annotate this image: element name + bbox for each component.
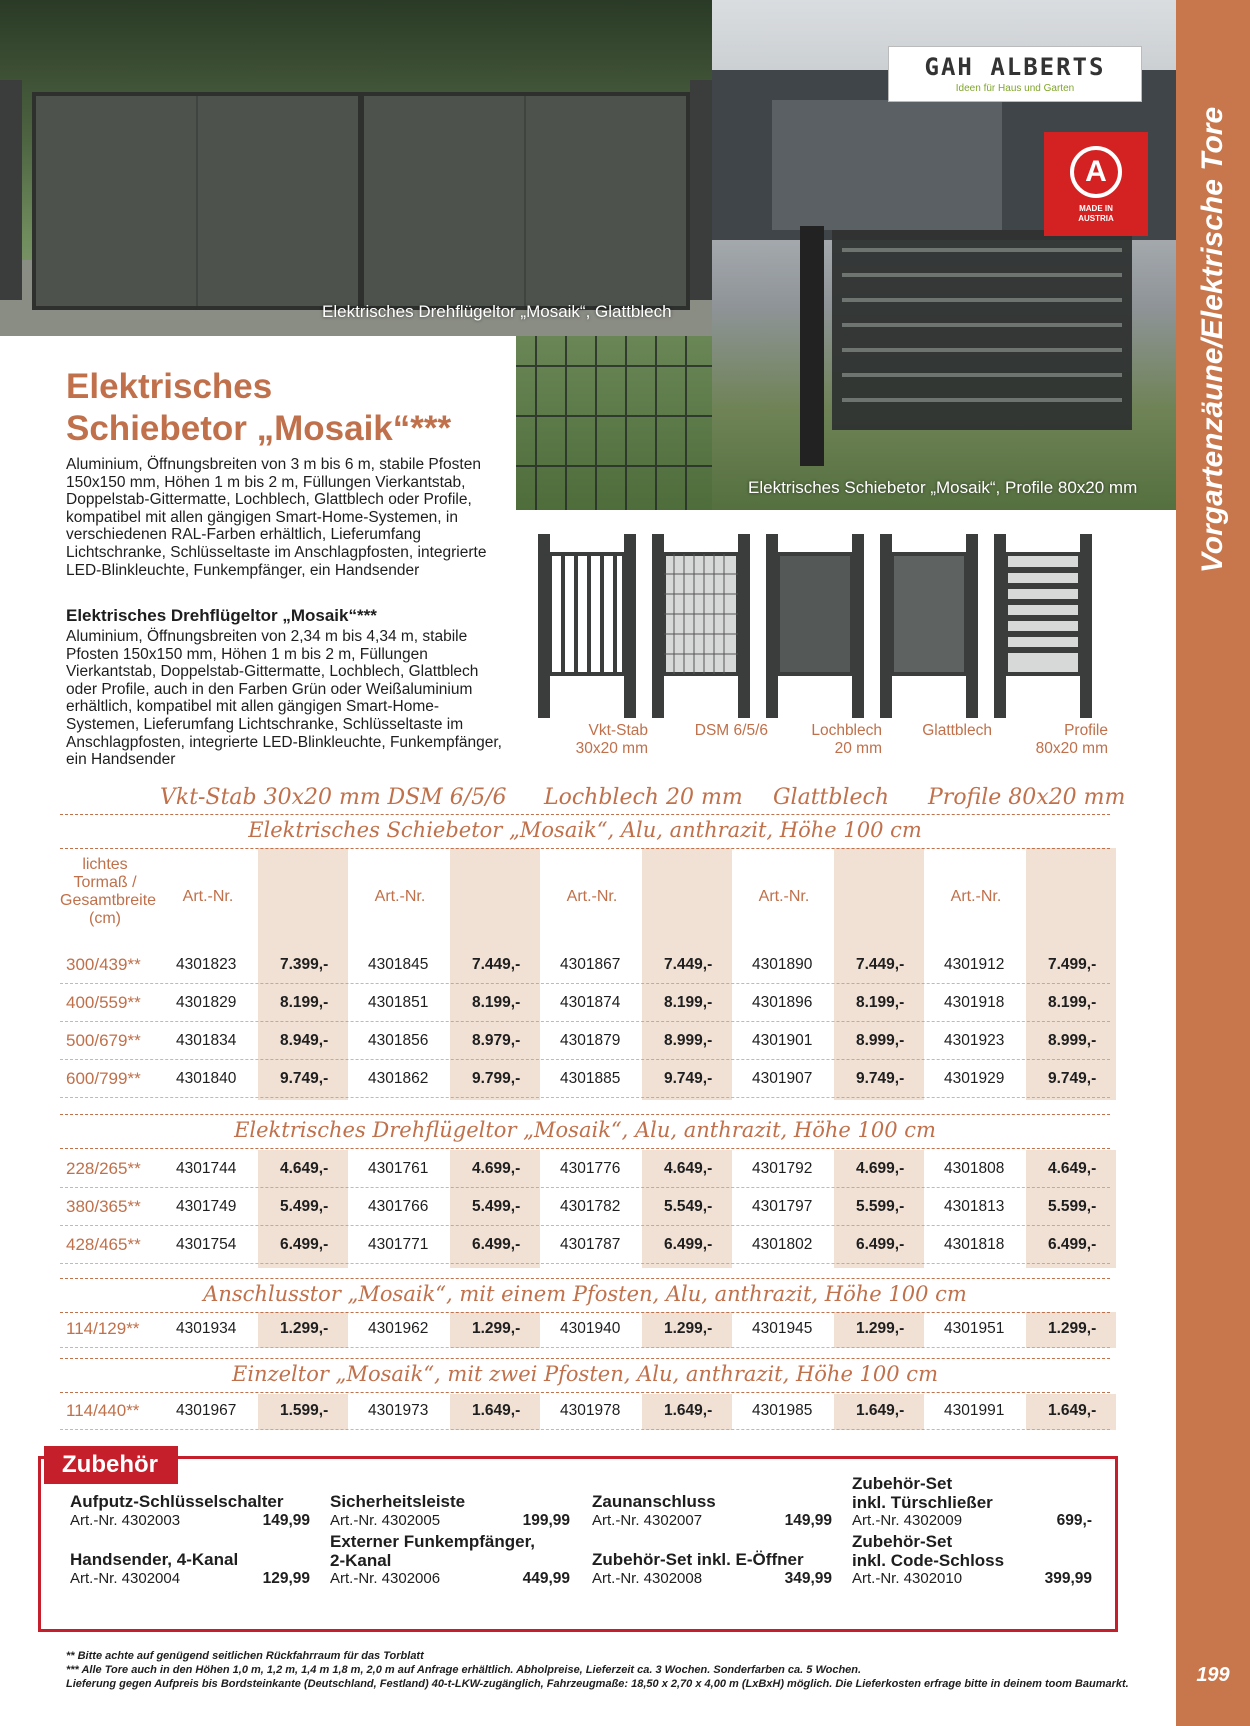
price-cell: 6.499,- [472,1236,521,1253]
category-header-glattblech: Glattblech [772,785,890,810]
fence-mesh-illustration [516,336,712,510]
art-number-cell: 4301991 [944,1402,1005,1419]
size-cell: 500/679** [66,1031,141,1050]
row-divider [60,1225,1110,1226]
zubehoer-item-art-number: Art.-Nr. 4302009 [852,1512,963,1529]
gate-label-4-line-1: Glattblech [922,722,992,739]
zubehoer-item-art-number: Art.-Nr. 4302004 [70,1570,181,1587]
zubehoer-item-name: Zubehör-Set [852,1474,953,1493]
art-column-header: Art.-Nr. [566,888,618,905]
art-number-cell: 4301929 [944,1070,1005,1087]
art-number-cell: 4301907 [752,1070,813,1087]
size-cell: 114/440** [66,1401,140,1420]
art-number-cell: 4301874 [560,994,621,1011]
gate-label-3-line-1: Lochblech [811,722,882,739]
art-number-cell: 4301749 [176,1198,237,1215]
art-number-cell: 4301792 [752,1160,813,1177]
art-column-header: Art.-Nr. [950,888,1002,905]
price-cell: 7.449,- [856,956,905,973]
section-divider [60,1278,1110,1279]
zubehoer-item-art-number: Art.-Nr. 4302005 [330,1512,441,1529]
section-divider [60,1114,1110,1115]
gate-thumb-glattblech [880,534,978,718]
photo-drehfluegeltor [0,0,712,336]
row-divider [60,1187,1110,1188]
logo-slogan: Ideen für Haus und Garten [955,83,1075,94]
section-title: Elektrisches Schiebetor „Mosaik“, Alu, anthrazit, Höhe 100 cm [248,818,922,842]
price-cell: 4.649,- [1048,1160,1097,1177]
gate-thumb-dsm [652,534,750,718]
art-number-cell: 4301879 [560,1032,621,1049]
gate-label-5-line-1: Profile [1064,722,1108,739]
art-number-cell: 4301923 [944,1032,1005,1049]
price-cell: 1.299,- [280,1320,329,1337]
price-cell: 1.299,- [472,1320,521,1337]
price-cell: 9.749,- [1048,1070,1097,1087]
art-column-header: Art.-Nr. [182,888,234,905]
gate-label-2-line-1: DSM 6/5/6 [694,722,768,739]
category-header-vkt-stab: Vkt-Stab 30x20 mm [160,785,381,810]
gate-thumb-vkt-stab [538,534,636,718]
austria-a-icon: A [1070,146,1122,198]
section-divider [60,1312,1110,1313]
art-number-cell: 4301834 [176,1032,237,1049]
row-divider [60,983,1110,984]
footnote-2: *** Alle Tore auch in den Höhen 1,0 m, 1,2 m, 1,4 m 1,8 m, 2,0 m auf Anfrage erhältlich. Abholpreise, Lieferzeit ca. 3 Wochen. Sonderfarben ca. 5 Wochen. [66,1664,862,1676]
gate-thumb-lochblech [766,534,864,718]
art-number-cell: 4301808 [944,1160,1005,1177]
austria-badge-text [1044,204,1148,224]
art-number-cell: 4301967 [176,1402,237,1419]
price-cell: 4.649,- [280,1160,329,1177]
price-cell: 8.199,- [280,994,329,1011]
size-column-header: lichtes Tormaß / Gesamtbreite (cm) [60,856,157,927]
art-number-cell: 4301951 [944,1320,1005,1337]
price-cell: 6.499,- [856,1236,905,1253]
price-cell: 4.649,- [664,1160,713,1177]
photo-schiebetor-fence [516,336,712,510]
price-cell: 5.499,- [280,1198,329,1215]
zubehoer-item-art-number: Art.-Nr. 4302007 [592,1512,703,1529]
section-title: Einzeltor „Mosaik“, mit zwei Pfosten, Alu, anthrazit, Höhe 100 cm [231,1362,938,1386]
badge-text-2: AUSTRIA [1078,214,1114,223]
badge-text-1: MADE IN [1079,204,1113,213]
price-cell: 5.599,- [1048,1198,1097,1215]
art-number-cell: 4301985 [752,1402,813,1419]
art-number-cell: 4301962 [368,1320,429,1337]
art-number-cell: 4301978 [560,1402,621,1419]
price-cell: 9.749,- [280,1070,329,1087]
price-cell: 8.199,- [472,994,521,1011]
price-cell: 9.749,- [856,1070,905,1087]
price-cell: 5.499,- [472,1198,521,1215]
price-cell: 5.549,- [664,1198,713,1215]
art-number-cell: 4301934 [176,1320,237,1337]
zubehoer-item-name: Aufputz-Schlüsselschalter [70,1492,284,1511]
zubehoer-item-price: 699,- [1056,1512,1092,1529]
page-title [66,366,451,450]
row-divider [60,1021,1110,1022]
price-cell: 1.299,- [664,1320,713,1337]
gate-label-5-line-2: 80x20 mm [1035,740,1108,757]
gate-photo-left-illustration [0,0,712,336]
art-number-cell: 4301782 [560,1198,621,1215]
gate-label-vkt-stab [576,722,648,758]
zubehoer-item-name: Zubehör-Set inkl. E-Öffner [592,1550,804,1569]
row-divider [60,1097,1110,1098]
art-number-cell: 4301896 [752,994,813,1011]
price-cell: 1.649,- [472,1402,521,1419]
zubehoer-item-price: 399,99 [1044,1570,1092,1587]
page-number: 199 [1196,1664,1230,1686]
art-number-cell: 4301940 [560,1320,621,1337]
zubehoer-item-name-2: inkl. Code-Schloss [852,1551,1005,1570]
zubehoer-item-name: Handsender, 4-Kanal [70,1550,239,1569]
price-cell: 8.199,- [856,994,905,1011]
art-number-cell: 4301867 [560,956,621,973]
art-number-cell: 4301885 [560,1070,621,1087]
size-cell: 114/129** [66,1319,140,1338]
gate-thumb-profile [994,534,1092,718]
art-number-cell: 4301840 [176,1070,237,1087]
schiebetor-description: Aluminium, Öffnungsbreiten von 3 m bis 6 m, stabile Pfosten 150x150 mm, Höhen 1 m bis 2 m, Füllungen Vierkantstab, Doppelstab-Gittermatte, Lochblech, Glattblech oder Profile, kompatibel mit allen gängigen Smart-Home-Systemen, in verschiedenen RAL-Farben erhältlich, Lieferumfang Lichtschranke, Schlüsseltaste im Anschlagpfosten, integrierte LED-Blinkleuchte, Funkempfänger, ein Handsender [66,456,487,579]
price-cell: 7.499,- [1048,956,1097,973]
section-divider [60,814,1110,815]
price-cell: 1.299,- [1048,1320,1097,1337]
footnote-1: ** Bitte achte auf genügend seitlichen Rückfahrraum für das Torblatt [66,1650,424,1662]
section-title: Anschlusstor „Mosaik“, mit einem Pfosten, Alu, anthrazit, Höhe 100 cm [203,1282,967,1306]
row-divider [60,1263,1110,1264]
price-cell: 1.649,- [664,1402,713,1419]
price-cell: 1.649,- [1048,1402,1097,1419]
gate-label-profile [1036,722,1108,758]
price-cell: 9.749,- [664,1070,713,1087]
art-number-cell: 4301901 [752,1032,813,1049]
gate-label-1-line-2: 30x20 mm [575,740,648,757]
art-number-cell: 4301797 [752,1198,813,1215]
art-number-cell: 4301845 [368,956,429,973]
photo-right-caption: Elektrisches Schiebetor „Mosaik“, Profile 80x20 mm [748,478,1138,497]
art-column-header: Art.-Nr. [374,888,426,905]
size-cell: 400/559** [66,993,141,1012]
zubehoer-item-name: Zubehör-Set [852,1532,953,1551]
price-cell: 8.199,- [664,994,713,1011]
drehfluegeltor-subtitle: Elektrisches Drehflügeltor „Mosaik“*** [66,606,377,625]
art-number-cell: 4301787 [560,1236,621,1253]
art-number-cell: 4301802 [752,1236,813,1253]
art-number-cell: 4301766 [368,1198,429,1215]
size-cell: 228/265** [66,1159,141,1178]
zubehoer-item-name-2: 2-Kanal [330,1551,392,1570]
price-cell: 4.699,- [472,1160,521,1177]
art-number-cell: 4301813 [944,1198,1005,1215]
gah-alberts-logo [888,46,1142,102]
price-cell: 8.999,- [664,1032,713,1049]
art-number-cell: 4301776 [560,1160,621,1177]
zubehoer-item-art-number: Art.-Nr. 4302010 [852,1570,963,1587]
title-line-1: Elektrisches [66,367,273,406]
section-title: Elektrisches Drehflügeltor „Mosaik“, Alu, anthrazit, Höhe 100 cm [234,1118,936,1142]
category-header-dsm: DSM 6/5/6 [387,785,507,810]
art-number-cell: 4301918 [944,994,1005,1011]
price-cell: 1.299,- [856,1320,905,1337]
price-cell: 7.449,- [472,956,521,973]
gate-label-glattblech [922,722,992,740]
art-number-cell: 4301744 [176,1160,237,1177]
made-in-austria-badge [1044,132,1148,236]
size-cell: 600/799** [66,1069,141,1088]
price-cell: 9.799,- [472,1070,521,1087]
price-cell: 7.399,- [280,956,329,973]
sidebar-title: Vorgartenzäune/Elektrische Tore [1196,106,1229,574]
gate-label-1-line-1: Vkt-Stab [588,722,648,739]
zubehoer-item-name: Sicherheitsleiste [330,1492,466,1511]
section-divider [60,1358,1110,1359]
art-number-cell: 4301912 [944,956,1005,973]
drehfluegeltor-description: Aluminium, Öffnungsbreiten von 2,34 m bis 4,34 m, stabile Pfosten 150x150 mm, Höhen 1 m bis 2 m, Füllungen Vierkantstab, Doppelstab-Gittermatte, Lochblech, Glattblech oder Profile, auch in den Farben Grün oder Weißaluminium erhältlich, kompatibel mit allen gängigen Smart-Home-Systemen, Lieferumfang Lichtschranke, Schlüsseltaste im Anschlagpfosten, integrierte LED-Blinkleuchte, Funkempfänger, ein Handsender [66,628,502,769]
art-number-cell: 4301829 [176,994,237,1011]
size-cell: 380/365** [66,1197,141,1216]
title-line-2: Schiebetor „Mosaik“*** [66,409,452,448]
zubehoer-item-art-number: Art.-Nr. 4302008 [592,1570,703,1587]
zubehoer-item-price: 199,99 [522,1512,570,1529]
zubehoer-item-price: 349,99 [784,1570,832,1587]
zubehoer-item-price: 129,99 [262,1570,310,1587]
art-number-cell: 4301818 [944,1236,1005,1253]
art-number-cell: 4301973 [368,1402,429,1419]
price-cell: 8.199,- [1048,994,1097,1011]
zubehoer-item-price: 449,99 [522,1570,570,1587]
art-number-cell: 4301823 [176,956,237,973]
zubehoer-item-art-number: Art.-Nr. 4302006 [330,1570,441,1587]
art-number-cell: 4301761 [368,1160,429,1177]
zubehoer-item-name: Zaunanschluss [592,1492,716,1511]
price-cell: 1.599,- [280,1402,329,1419]
art-number-cell: 4301862 [368,1070,429,1087]
gate-label-lochblech [811,722,882,758]
category-header-profile: Profile 80x20 mm [928,785,1126,810]
art-number-cell: 4301945 [752,1320,813,1337]
art-number-cell: 4301890 [752,956,813,973]
row-divider [60,1059,1110,1060]
art-column-header: Art.-Nr. [758,888,810,905]
gate-label-3-line-2: 20 mm [834,740,882,757]
price-cell: 6.499,- [280,1236,329,1253]
art-number-cell: 4301851 [368,994,429,1011]
footnote-3: Lieferung gegen Aufpreis bis Bordsteinkante (Deutschland, Festland) 40-t-LKW-zugänglich, Fahrzeugmaße: 18,50 x 2,70 x 4,00 m (LxBxH) möglich. Die Lieferkosten erfrage bitte in deinem toom Baumarkt. [66,1678,1129,1690]
art-number-cell: 4301771 [368,1236,429,1253]
price-cell: 4.699,- [856,1160,905,1177]
zubehoer-item-name: Externer Funkempfänger, [330,1532,536,1551]
price-cell: 6.499,- [664,1236,713,1253]
size-cell: 300/439** [66,955,141,974]
price-cell: 8.979,- [472,1032,521,1049]
row-divider [60,1347,1110,1348]
price-cell: 7.449,- [664,956,713,973]
photo-left-caption: Elektrisches Drehflügeltor „Mosaik“, Glattblech [322,302,672,321]
zubehoer-box [38,1456,1118,1632]
price-cell: 8.999,- [856,1032,905,1049]
row-divider [60,1429,1110,1430]
section-divider [60,1148,1110,1149]
size-cell: 428/465** [66,1235,141,1254]
category-header-lochblech: Lochblech 20 mm [544,785,743,810]
price-cell: 1.649,- [856,1402,905,1419]
section-divider [60,848,1110,849]
price-cell: 8.949,- [280,1032,329,1049]
zubehoer-item-name-2: inkl. Türschließer [852,1493,993,1512]
gate-label-dsm [695,722,768,740]
price-cell: 8.999,- [1048,1032,1097,1049]
section-divider [60,1392,1110,1393]
zubehoer-item-art-number: Art.-Nr. 4302003 [70,1512,181,1529]
zubehoer-item-price: 149,99 [784,1512,832,1529]
art-number-cell: 4301856 [368,1032,429,1049]
price-cell: 6.499,- [1048,1236,1097,1253]
art-number-cell: 4301754 [176,1236,237,1253]
price-cell: 5.599,- [856,1198,905,1215]
zubehoer-item-price: 149,99 [262,1512,310,1529]
logo-text: GAH ALBERTS [924,53,1106,81]
zubehoer-title: Zubehör [44,1446,178,1484]
